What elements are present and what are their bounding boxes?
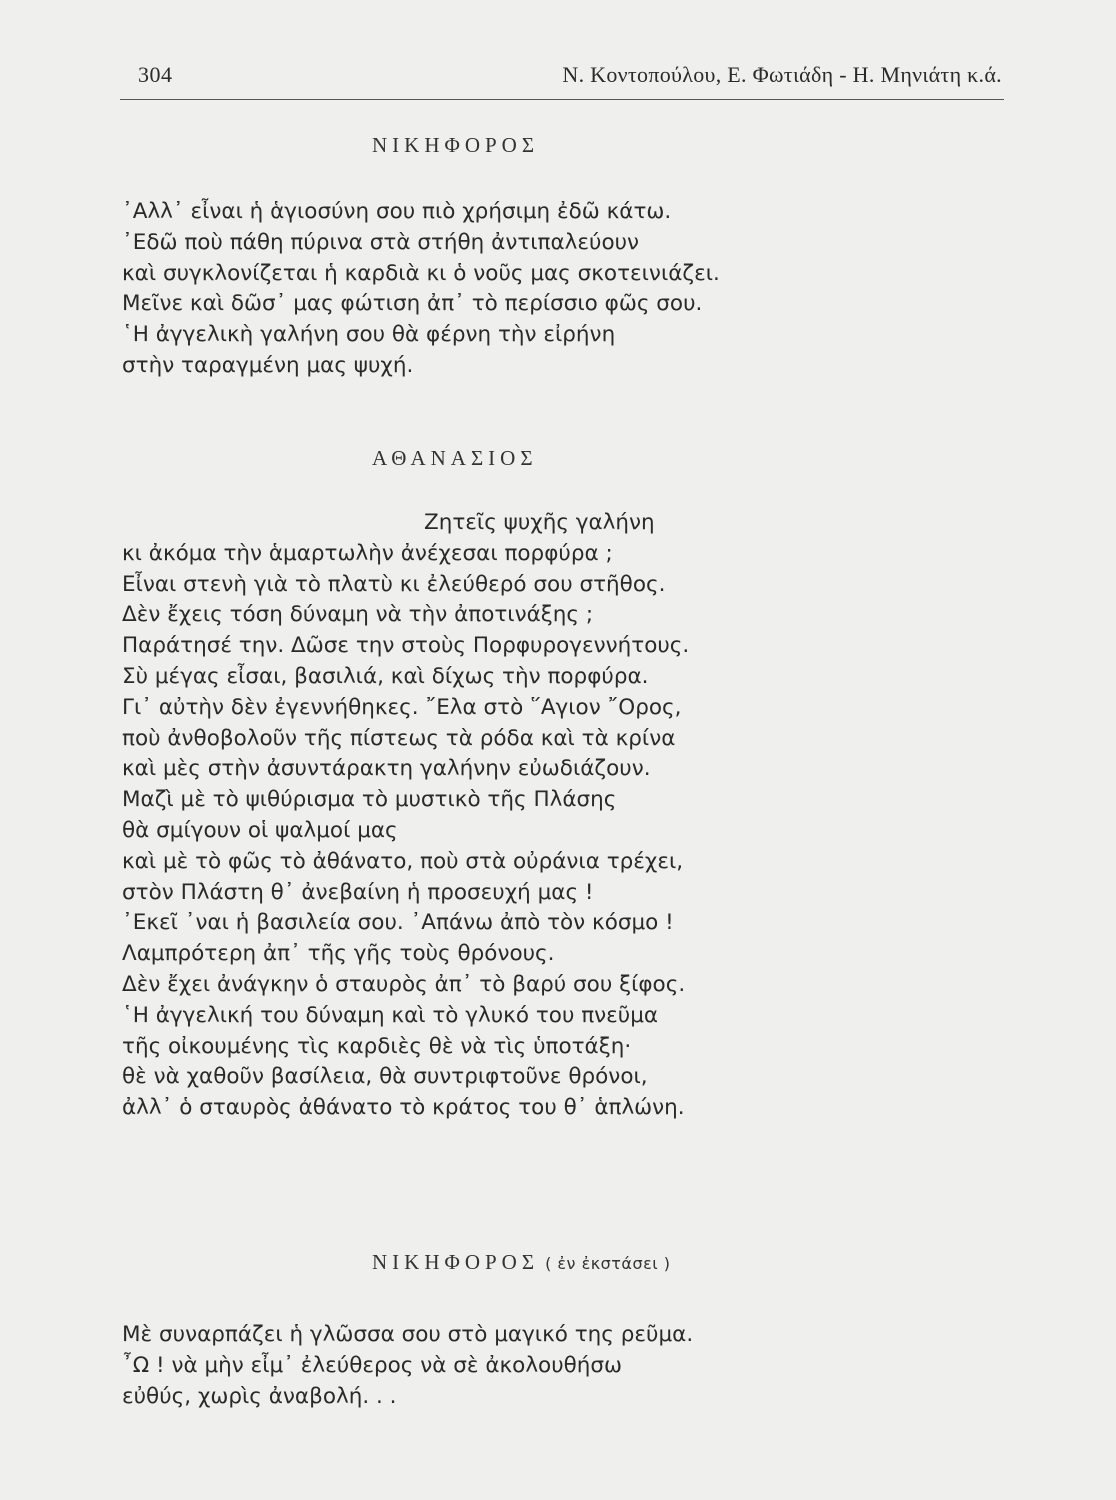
verse-line: εὐθύς, χωρὶς ἀναβολή. . . [122,1383,397,1409]
verse-line: Παράτησέ την. Δῶσε την στοὺς Πορφυρογεννήτους. [122,633,690,659]
verse-line: Ζητεῖς ψυχῆς γαλήνη [424,510,655,535]
verse-line: θὲ νὰ χαθοῦν βασίλεια, θὰ συντριφτοῦνε θρόνοι, [122,1064,648,1090]
verse-line: Δὲν ἔχεις τόση δύναμη νὰ τὴν ἀποτινάξης ; [122,602,594,628]
header-rule [120,99,1004,100]
page-number: 304 [138,62,173,87]
verse-line: ῏Ω ! νὰ μὴν εἶμ᾿ ἐλεύθερος νὰ σὲ ἀκολουθήσω [122,1352,623,1378]
verse-block [122,508,1002,1124]
page-header [120,62,1002,96]
verse-line: Σὺ μέγας εἶσαι, βασιλιά, καὶ δίχως τὴν πορφύρα. [122,663,649,689]
verse-line: ποὺ ἀνθοβολοῦν τῆς πίστεως τὰ ρόδα καὶ τὰ κρίνα [122,725,676,751]
verse-line: καὶ μὲ τὸ φῶς τὸ ἀθάνατο, ποὺ στὰ οὐράνια τρέχει, [122,848,684,874]
verse-line: κι ἀκόμα τὴν ἁμαρτωλὴν ἀνέχεσαι πορφύρα ; [122,540,613,566]
verse-line: στὴν ταραγμένη μας ψυχή. [122,352,414,378]
verse-line: ῾Η ἀγγελικὴ γαλήνη σου θὰ φέρνη τὴν εἰρήνη [122,322,616,348]
running-head: Ν. Κοντοπούλου, Ε. Φωτιάδη - Η. Μηνιάτη κ.ά. [562,62,1002,87]
verse-line: Δὲν ἔχει ἀνάγκην ὁ σταυρὸς ἀπ᾿ τὸ βαρύ σου ξίφος. [122,971,686,997]
speaker-name: ΑΘΑΝΑΣΙΟΣ [372,446,538,470]
verse-line: καὶ συγκλονίζεται ἡ καρδιὰ κι ὁ νοῦς μας σκοτεινιάζει. [122,260,720,286]
verse-line: ῾Η ἀγγελική του δύναμη καὶ τὸ γλυκό του πνεῦμα [122,1002,659,1028]
verse-line: ᾿Αλλ᾿ εἶναι ἡ ἁγιοσύνη σου πιὸ χρήσιμη ἐδῶ κάτω. [122,199,672,224]
verse-line: Λαμπρότερη ἀπ᾿ τῆς γῆς τοὺς θρόνους. [122,941,555,967]
verse-line: ᾿Εδῶ ποὺ πάθη πύρινα στὰ στήθη ἀντιπαλεύουν [122,229,640,255]
speaker-heading [372,1250,671,1275]
verse-block [122,197,1002,382]
verse-line: Μαζὶ μὲ τὸ ψιθύρισμα τὸ μυστικὸ τῆς Πλάσης [122,787,617,813]
verse-line: τῆς οἰκουμένης τὶς καρδιὲς θὲ νὰ τὶς ὑποτάξη· [122,1033,632,1059]
verse-line: ᾿Εκεῖ ᾿ναι ἡ βασιλεία σου. ᾿Απάνω ἀπὸ τὸν κόσμο ! [122,910,674,936]
stage-direction: ( ἐν ἐκστάσει ) [545,1254,671,1273]
verse-line: θὰ σμίγουν οἱ ψαλμοί μας [122,817,398,843]
verse-line: Μεῖνε καὶ δῶσ᾿ μας φώτιση ἀπ᾿ τὸ περίσσιο φῶς σου. [122,291,703,317]
verse-line: Μὲ συναρπάζει ἡ γλῶσσα σου στὸ μαγικό της ρεῦμα. [122,1322,694,1347]
verse-block [122,1320,1002,1412]
verse-line: Γι᾿ αὐτὴν δὲν ἐγεννήθηκες. ῎Ελα στὸ ῞Αγιον ῎Ορος, [122,694,682,720]
speaker-name: ΝΙΚΗΦΟΡΟΣ [372,133,540,157]
speaker-name: ΝΙΚΗΦΟΡΟΣ [372,1250,540,1274]
verse-line: Εἶναι στενὴ γιὰ τὸ πλατὺ κι ἐλεύθερό σου στῆθος. [122,571,666,597]
verse-line: ἀλλ᾿ ὁ σταυρὸς ἀθάνατο τὸ κράτος του θ᾿ ἁπλώνη. [122,1095,685,1121]
verse-line: καὶ μὲς στὴν ἀσυντάρακτη γαλήνην εὐωδιάζουν. [122,756,651,782]
verse-line: στὸν Πλάστη θ᾿ ἀνεβαίνη ἡ προσευχή μας ! [122,879,594,905]
